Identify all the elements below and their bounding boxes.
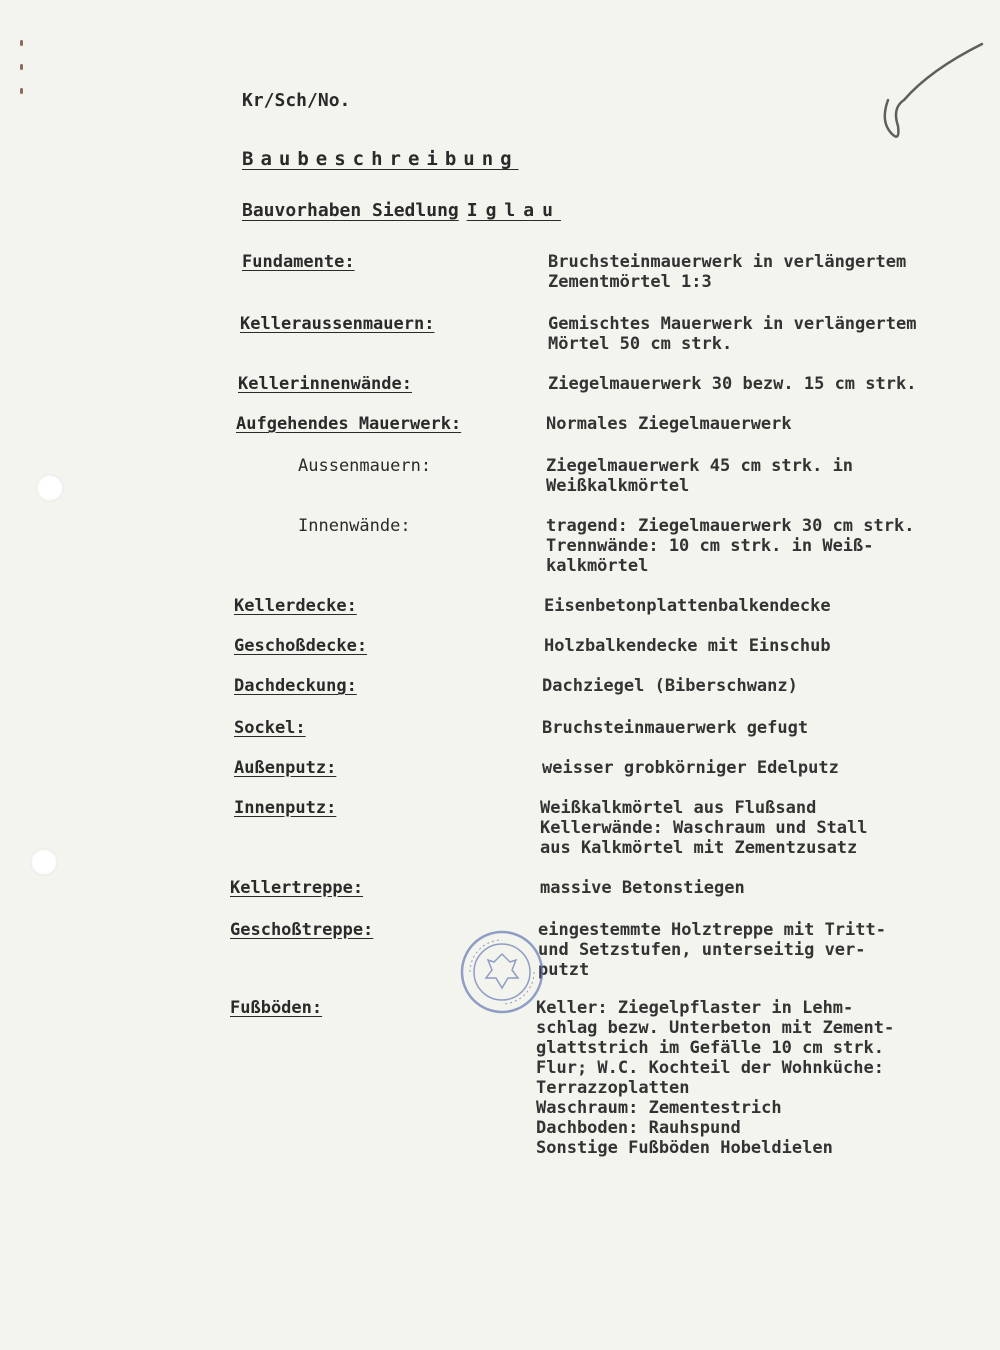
pencil-mark <box>870 30 1000 150</box>
row-value: Bruchsteinmauerwerk in verlängertem Zementmörtel 1:3 <box>548 252 907 292</box>
punch-hole-bottom <box>30 848 58 876</box>
document-title: Baubeschreibung <box>242 148 519 170</box>
row-value: Bruchsteinmauerwerk gefugt <box>542 718 809 738</box>
row-label: Kellertreppe: <box>230 878 364 898</box>
row-value: Weißkalkmörtel aus Flußsand Kellerwände: Waschraum und Stall aus Kalkmörtel mit Zementzusatz <box>540 798 868 858</box>
row-value: Ziegelmauerwerk 30 bezw. 15 cm strk. <box>548 374 917 394</box>
row-label: Kellerdecke: <box>234 596 357 616</box>
project-heading <box>242 200 561 221</box>
row-value: Gemischtes Mauerwerk in verlängertem Mörtel 50 cm strk. <box>548 314 917 354</box>
row-value: weisser grobkörniger Edelputz <box>542 758 839 778</box>
row-value: Keller: Ziegelpflaster in Lehm- schlag bezw. Unterbeton mit Zement- glattstrich im Gefälle 10 cm strk. Flur; W.C. Kochteil der Wohnküche: Terrazzoplatten Waschraum: Zementestrich Dachboden: Rauhspund Sonstige Fußböden Hobeldielen <box>536 998 895 1158</box>
row-label: Dachdeckung: <box>234 676 357 696</box>
row-value: massive Betonstiegen <box>540 878 745 898</box>
row-value: Eisenbetonplattenbalkendecke <box>544 596 831 616</box>
project-prefix: Bauvorhaben Siedlung <box>242 200 459 221</box>
margin-marks <box>20 40 30 110</box>
reference-code: Kr/Sch/No. <box>242 90 351 111</box>
row-value: eingestemmte Holztreppe mit Tritt- und Setzstufen, unterseitig ver- putzt <box>538 920 886 980</box>
row-value: Ziegelmauerwerk 45 cm strk. in Weißkalkmörtel <box>546 456 854 496</box>
punch-hole-top <box>36 474 64 502</box>
row-label: Aussenmauern: <box>298 456 432 476</box>
row-label: Kellerinnenwände: <box>238 374 412 394</box>
row-value: Holzbalkendecke mit Einschub <box>544 636 831 656</box>
row-label: Fundamente: <box>242 252 355 272</box>
official-stamp <box>458 928 546 1016</box>
row-label: Innenwände: <box>298 516 411 536</box>
row-label: Kelleraussenmauern: <box>240 314 435 334</box>
row-label: Fußböden: <box>230 998 323 1018</box>
row-value: tragend: Ziegelmauerwerk 30 cm strk. Trennwände: 10 cm strk. in Weiß- kalkmörtel <box>546 516 915 576</box>
project-place: Iglau <box>466 200 561 221</box>
row-value: Normales Ziegelmauerwerk <box>546 414 792 434</box>
row-label: Innenputz: <box>234 798 337 818</box>
row-label: Außenputz: <box>234 758 337 778</box>
row-label: Sockel: <box>234 718 306 738</box>
row-value: Dachziegel (Biberschwanz) <box>542 676 798 696</box>
row-label: Geschoßdecke: <box>234 636 368 656</box>
row-label: Geschoßtreppe: <box>230 920 374 940</box>
row-label: Aufgehendes Mauerwerk: <box>236 414 462 434</box>
